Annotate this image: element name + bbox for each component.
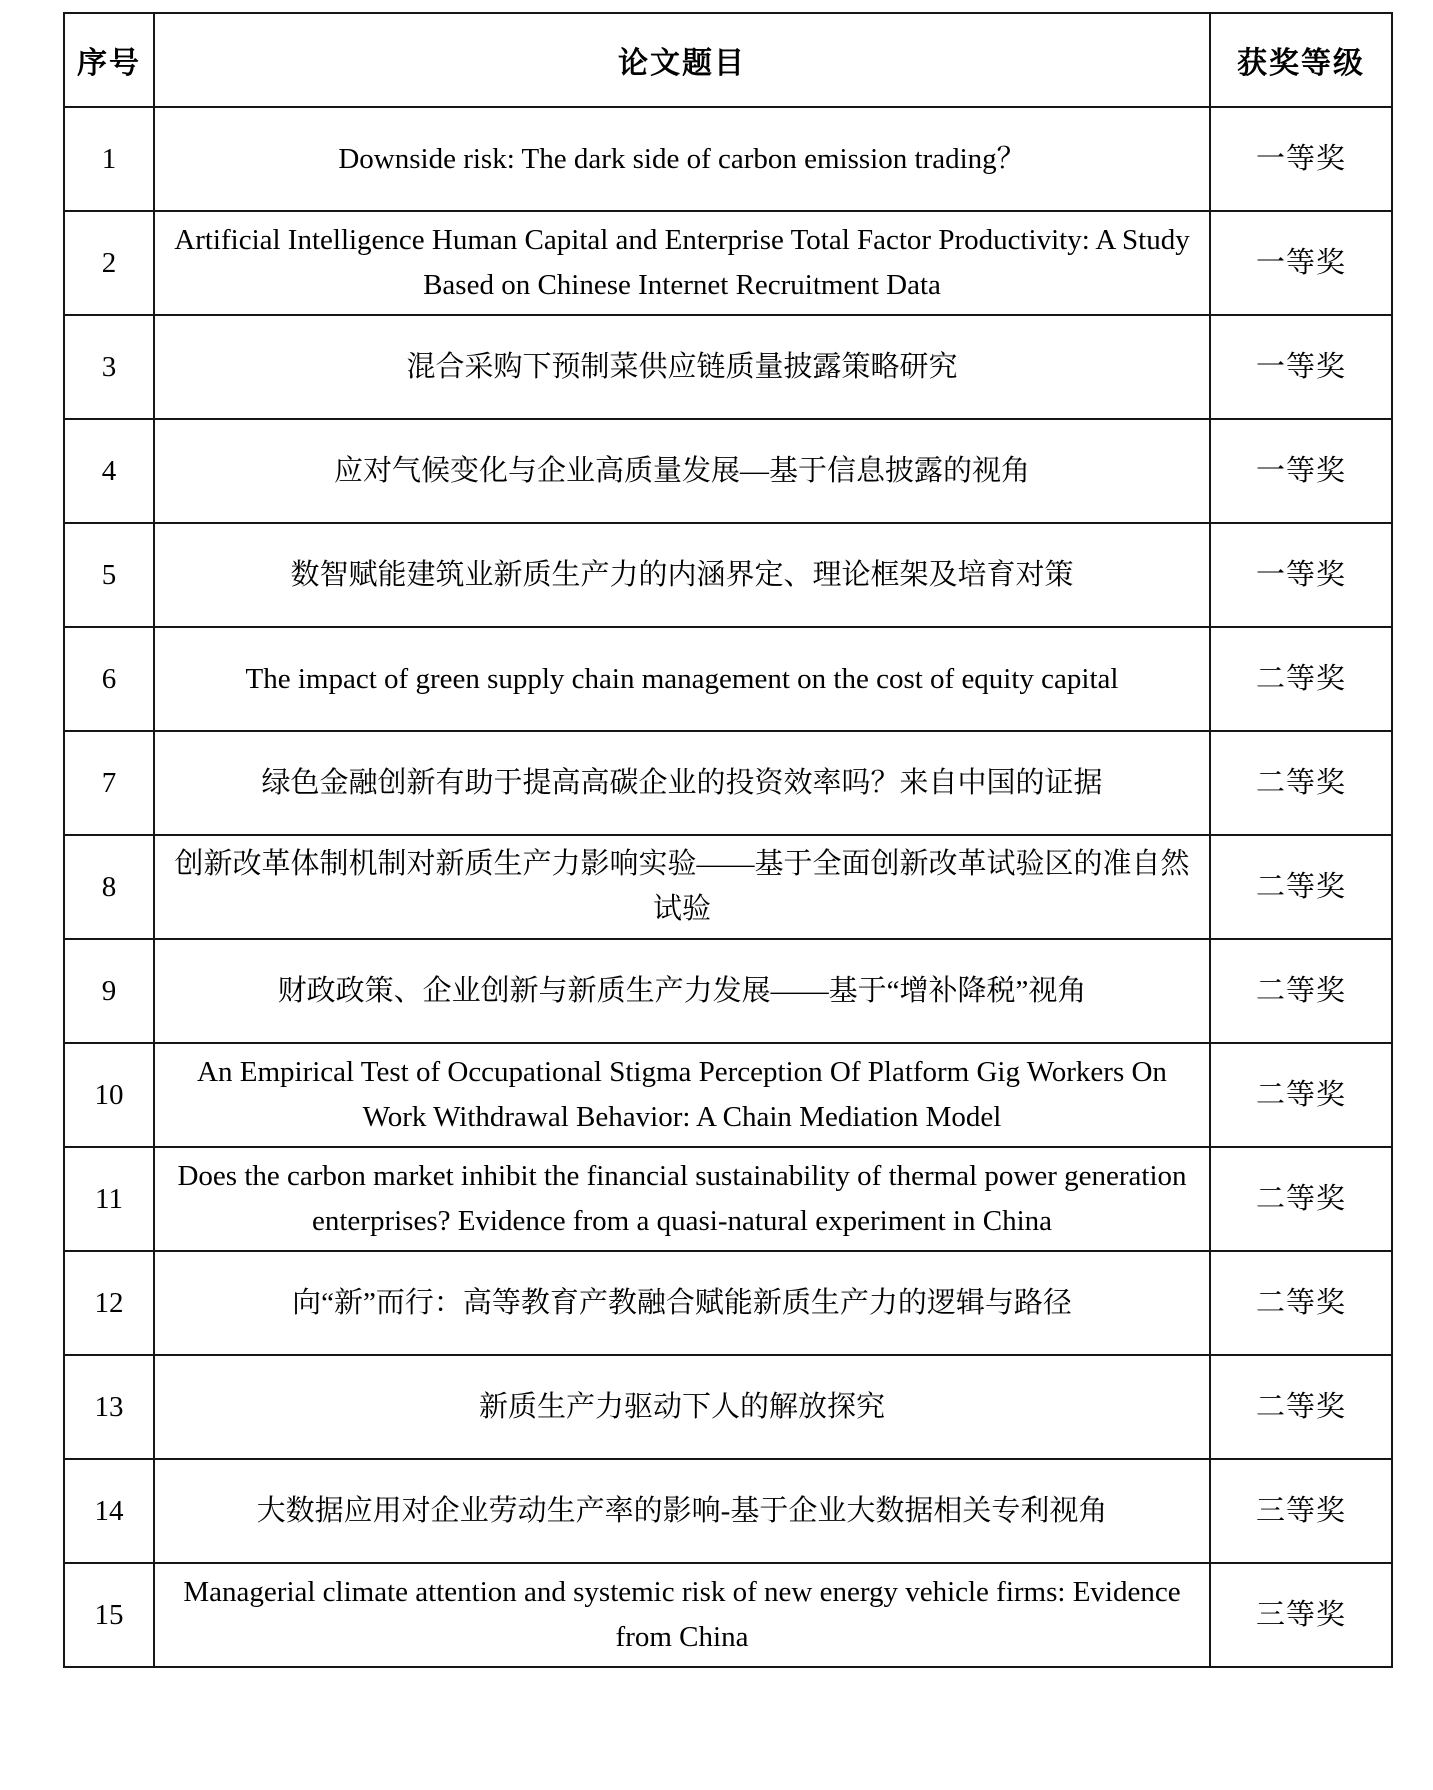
table-row [64, 1563, 1392, 1667]
row-index-cell: 10 [64, 1043, 154, 1147]
table-row [64, 211, 1392, 315]
table-row [64, 939, 1392, 1043]
paper-title-cell: Managerial climate attention and systemic risk of new energy vehicle firms: Evidence from China [154, 1563, 1210, 1667]
row-index-cell: 15 [64, 1563, 154, 1667]
paper-title-cell: 创新改革体制机制对新质生产力影响实验——基于全面创新改革试验区的准自然试验 [154, 835, 1210, 939]
paper-title-cell: 混合采购下预制菜供应链质量披露策略研究 [154, 315, 1210, 419]
row-index-cell: 4 [64, 419, 154, 523]
table-row [64, 835, 1392, 939]
award-level-cell: 三等奖 [1210, 1563, 1392, 1667]
row-index-cell: 9 [64, 939, 154, 1043]
row-index-cell: 14 [64, 1459, 154, 1563]
row-index-cell: 5 [64, 523, 154, 627]
table-row [64, 627, 1392, 731]
row-index-cell: 2 [64, 211, 154, 315]
row-index-cell: 12 [64, 1251, 154, 1355]
paper-title-cell: An Empirical Test of Occupational Stigma Perception Of Platform Gig Workers On Work Withdrawal Behavior: A Chain Mediation Model [154, 1043, 1210, 1147]
award-level-cell: 二等奖 [1210, 939, 1392, 1043]
table-row [64, 1147, 1392, 1251]
award-level-cell: 一等奖 [1210, 523, 1392, 627]
row-index-cell: 11 [64, 1147, 154, 1251]
table-row [64, 107, 1392, 211]
award-level-cell: 二等奖 [1210, 835, 1392, 939]
paper-title-cell: 向“新”而行：高等教育产教融合赋能新质生产力的逻辑与路径 [154, 1251, 1210, 1355]
header-award: 获奖等级 [1210, 13, 1392, 107]
awards-table [63, 12, 1393, 1668]
table-row [64, 523, 1392, 627]
paper-title-cell: Downside risk: The dark side of carbon emission trading？ [154, 107, 1210, 211]
paper-title-cell: 数智赋能建筑业新质生产力的内涵界定、理论框架及培育对策 [154, 523, 1210, 627]
header-index: 序号 [64, 13, 154, 107]
table-body [64, 107, 1392, 1667]
table-row [64, 731, 1392, 835]
row-index-cell: 7 [64, 731, 154, 835]
paper-title-cell: Artificial Intelligence Human Capital and Enterprise Total Factor Productivity: A Study Based on Chinese Internet Recruitment Data [154, 211, 1210, 315]
award-level-cell: 一等奖 [1210, 315, 1392, 419]
row-index-cell: 13 [64, 1355, 154, 1459]
paper-title-cell: 绿色金融创新有助于提高高碳企业的投资效率吗？来自中国的证据 [154, 731, 1210, 835]
table-row [64, 1043, 1392, 1147]
row-index-cell: 8 [64, 835, 154, 939]
award-level-cell: 二等奖 [1210, 1147, 1392, 1251]
table-row [64, 1459, 1392, 1563]
table-row [64, 1251, 1392, 1355]
award-level-cell: 二等奖 [1210, 1355, 1392, 1459]
table-header-row [64, 13, 1392, 107]
row-index-cell: 3 [64, 315, 154, 419]
paper-title-cell: The impact of green supply chain management on the cost of equity capital [154, 627, 1210, 731]
award-level-cell: 二等奖 [1210, 1251, 1392, 1355]
table-row [64, 1355, 1392, 1459]
award-level-cell: 二等奖 [1210, 627, 1392, 731]
table-row [64, 419, 1392, 523]
award-level-cell: 一等奖 [1210, 419, 1392, 523]
paper-title-cell: 大数据应用对企业劳动生产率的影响-基于企业大数据相关专利视角 [154, 1459, 1210, 1563]
paper-title-cell: 财政政策、企业创新与新质生产力发展——基于“增补降税”视角 [154, 939, 1210, 1043]
award-level-cell: 一等奖 [1210, 211, 1392, 315]
paper-title-cell: 应对气候变化与企业高质量发展—基于信息披露的视角 [154, 419, 1210, 523]
award-level-cell: 二等奖 [1210, 731, 1392, 835]
table-row [64, 315, 1392, 419]
paper-title-cell: Does the carbon market inhibit the financial sustainability of thermal power generation enterprises? Evidence from a quasi-natural experiment in China [154, 1147, 1210, 1251]
award-level-cell: 一等奖 [1210, 107, 1392, 211]
header-title: 论文题目 [154, 13, 1210, 107]
award-level-cell: 二等奖 [1210, 1043, 1392, 1147]
award-level-cell: 三等奖 [1210, 1459, 1392, 1563]
paper-title-cell: 新质生产力驱动下人的解放探究 [154, 1355, 1210, 1459]
row-index-cell: 6 [64, 627, 154, 731]
row-index-cell: 1 [64, 107, 154, 211]
